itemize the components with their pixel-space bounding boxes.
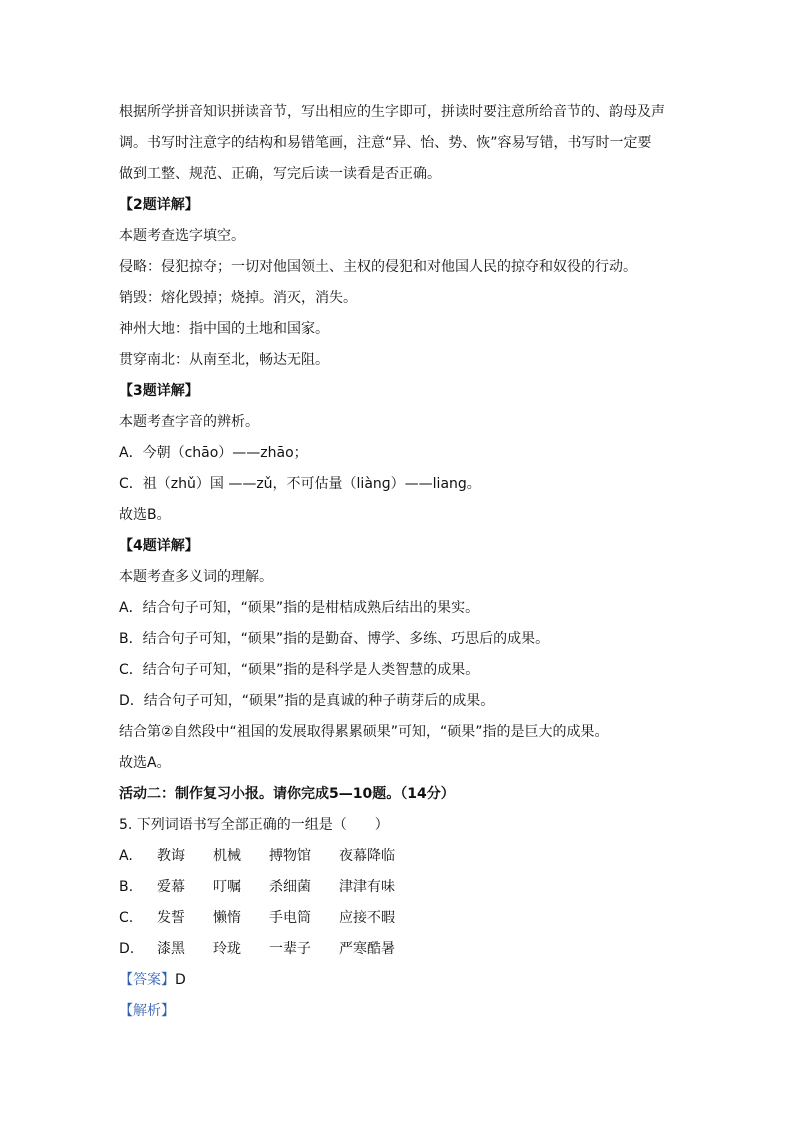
body-line: C．结合句子可知，“硕果”指的是科学是人类智慧的成果。	[119, 662, 480, 678]
body-line: C．祖（zhǔ）国 ——zǔ，不可估量（liànɡ）——liang。	[119, 476, 481, 492]
answer-value: D	[175, 972, 186, 988]
subsection-heading: 【4题详解】	[119, 538, 199, 554]
body-line: 销毁：熔化毁掉；烧掉。消灭，消失。	[119, 290, 357, 306]
subsection-heading: 【3题详解】	[119, 383, 199, 399]
body-line: 故选B。	[119, 507, 171, 523]
option-c: C. 发誓 懒惰 手电筒 应接不暇	[119, 910, 395, 926]
section-heading: 活动二：制作复习小报。请你完成5—10题。（14分）	[119, 786, 455, 802]
body-line: 本题考查选字填空。	[119, 228, 245, 244]
body-line: 本题考查字音的辨析。	[119, 414, 259, 430]
body-line: 根据所学拼音知识拼读音节，写出相应的生字即可，拼读时要注意所给音节的、韵母及声	[119, 104, 665, 120]
option-a: A. 教诲 机械 搏物馆 夜幕降临	[119, 848, 395, 864]
body-line: 结合第②自然段中“祖国的发展取得累累硕果”可知，“硕果”指的是巨大的成果。	[119, 724, 609, 740]
answer-line	[119, 971, 186, 989]
body-line: A．今朝（chāo）——zhāo；	[119, 445, 308, 461]
body-line: 神州大地：指中国的土地和国家。	[119, 321, 329, 337]
body-line: B．结合句子可知，“硕果”指的是勤奋、博学、多练、巧思后的成果。	[119, 631, 550, 647]
question-stem: 5. 下列词语书写全部正确的一组是（ ）	[119, 817, 389, 833]
option-d: D. 漆黑 玲珑 一辈子 严寒酷暑	[119, 941, 395, 957]
answer-tag: 【答案】	[119, 972, 175, 988]
option-b: B. 爱幕 叮嘱 杀细菌 津津有味	[119, 879, 395, 895]
body-line: 侵略：侵犯掠夺；一切对他国领土、主权的侵犯和对他国人民的掠夺和奴役的行动。	[119, 259, 637, 275]
body-line: 做到工整、规范、正确，写完后读一读看是否正确。	[119, 166, 441, 182]
analysis-tag: 【解析】	[119, 1003, 175, 1019]
body-line: A．结合句子可知，“硕果”指的是柑桔成熟后结出的果实。	[119, 600, 480, 616]
body-line: 本题考查多义词的理解。	[119, 569, 273, 585]
body-line: 故选A。	[119, 755, 171, 771]
subsection-heading: 【2题详解】	[119, 197, 199, 213]
body-line: 贯穿南北：从南至北，畅达无阻。	[119, 352, 329, 368]
body-line: D．结合句子可知，“硕果”指的是真诚的种子萌芽后的成果。	[119, 693, 495, 709]
body-line: 调。书写时注意字的结构和易错笔画，注意“异、怡、势、恢”容易写错，书写时一定要	[119, 135, 652, 151]
